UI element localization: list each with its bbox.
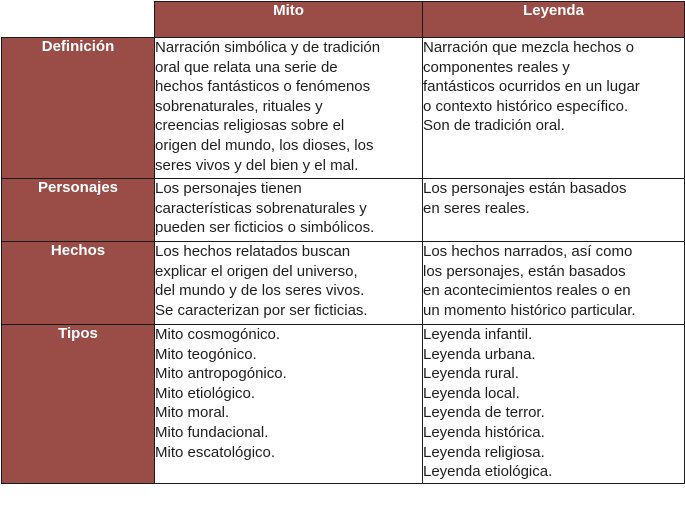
text-line: Se caracterizan por ser ficticias. (155, 301, 368, 319)
table-row-definicion (2, 38, 685, 179)
text-line: sobrenaturales, rituales y (155, 97, 323, 115)
list-item: Leyenda religiosa. (423, 443, 545, 461)
list-item: Leyenda infantil. (423, 326, 533, 343)
text-line: creencias religiosas sobre el (155, 117, 345, 135)
cell-mito-hechos (155, 242, 423, 325)
text-line: Los personajes tienen (155, 180, 302, 197)
text-line: oral que relata una serie de (155, 58, 338, 76)
text-line: Son de tradición oral. (423, 117, 565, 135)
text-line: en acontecimientos reales o en (423, 282, 631, 300)
empty-corner-cell (2, 2, 155, 38)
row-header-definicion: Definición (2, 38, 155, 179)
cell-mito-personajes (155, 179, 423, 242)
list-item: Mito fundacional. (155, 423, 269, 441)
row-header-tipos: Tipos (2, 325, 155, 484)
table-row-personajes (2, 179, 685, 242)
text-line: Narración simbólica y de tradición (155, 39, 381, 56)
text-line: hechos fantásticos o fenómenos (155, 78, 371, 96)
cell-leyenda-hechos (423, 242, 685, 325)
list-item: Mito teogónico. (155, 345, 257, 363)
list-item: Mito etiológico. (155, 384, 256, 402)
text-line: origen del mundo, los dioses, los (155, 136, 374, 154)
text-line: seres vivos y del bien y el mal. (155, 156, 359, 174)
list-item: Leyenda local. (423, 384, 520, 402)
text-line: fantásticos ocurridos en un lugar (423, 78, 640, 96)
text-line: Los hechos relatados buscan (155, 243, 351, 260)
text-line: pueden ser ficticios o simbólicos. (155, 219, 375, 237)
list-item: Mito moral. (155, 404, 230, 422)
text-line: Los personajes están basados (423, 180, 627, 197)
list-item: Leyenda histórica. (423, 423, 545, 441)
row-header-personajes: Personajes (2, 179, 155, 242)
list-item: Mito antropogónico. (155, 365, 287, 383)
list-item: Mito escatológico. (155, 443, 276, 461)
column-header-leyenda: Leyenda (423, 2, 685, 38)
header-row (2, 2, 685, 38)
comparison-table (1, 1, 685, 484)
column-header-mito: Mito (155, 2, 423, 38)
text-line: los personajes, están basados (423, 262, 626, 280)
row-header-hechos: Hechos (2, 242, 155, 325)
text-line: Narración que mezcla hechos o (423, 39, 634, 56)
list-item: Mito cosmogónico. (155, 326, 281, 343)
cell-leyenda-definicion (423, 38, 685, 179)
text-line: o contexto histórico específico. (423, 97, 629, 115)
list-item: Leyenda rural. (423, 365, 519, 383)
cell-mito-definicion (155, 38, 423, 179)
text-line: Los hechos narrados, así como (423, 243, 633, 260)
cell-leyenda-personajes (423, 179, 685, 242)
text-line: un momento histórico particular. (423, 301, 636, 319)
table-row-hechos (2, 242, 685, 325)
text-line: explicar el origen del universo, (155, 262, 358, 280)
text-line: en seres reales. (423, 199, 530, 217)
list-item: Leyenda etiológica. (423, 463, 553, 481)
list-item: Leyenda urbana. (423, 345, 536, 363)
text-line: componentes reales y (423, 58, 570, 76)
table-row-tipos (2, 325, 685, 484)
cell-mito-tipos (155, 325, 423, 484)
list-item: Leyenda de terror. (423, 404, 545, 422)
text-line: características sobrenaturales y (155, 199, 367, 217)
cell-leyenda-tipos (423, 325, 685, 484)
text-line: del mundo y de los seres vivos. (155, 282, 365, 300)
